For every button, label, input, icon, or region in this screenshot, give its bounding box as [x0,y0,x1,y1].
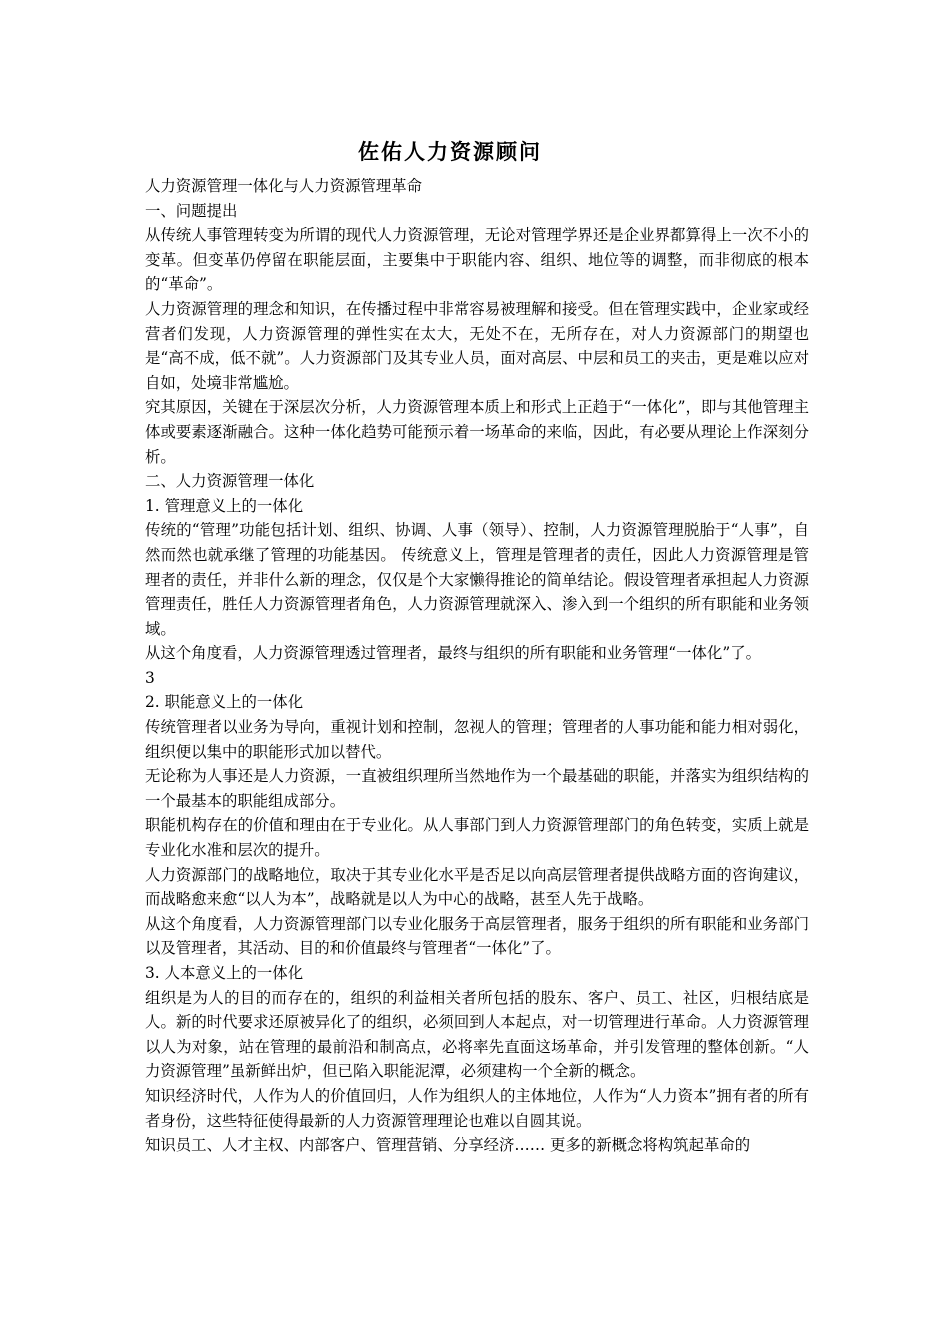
document-body [145,174,809,1158]
subsection-heading-3: 3. 人本意义上的一体化 [145,964,304,982]
body-paragraph: 从这个角度看，人力资源管理透过管理者，最终与组织的所有职能和业务管理“一体化”了。 [145,644,761,663]
body-paragraph: 究其原因，关键在于深层次分析，人力资源管理本质上和形式上正趋于“一体化”，即与其他管理主体或要素逐渐融合。这种一体化趋势可能预示着一场革命的来临，因此，有必要从理论上作深刻分析。 [145,398,809,466]
section-heading-2: 二、人力资源管理一体化 [145,472,315,491]
subsection-heading-1: 1. 管理意义上的一体化 [145,496,304,515]
body-paragraph: 传统的“管理”功能包括计划、组织、协调、人事（领导）、控制，人力资源管理脱胎于“人事”，自然而然也就承继了管理的功能基因。 传统意义上，管理是管理者的责任，因此人力资源管理是管理者的责任，并非什么新的理念，仅仅是个大家懒得推论的简单结论。假设管理者承担起人力资源管理责任，胜任人力资源管理者角色，人力资源管理就深入、渗入到一个组织的所有职能和业务领域。 [145,521,809,638]
subsection-heading-2: 2. 职能意义上的一体化 [145,693,304,712]
body-paragraph: 无论称为人事还是人力资源，一直被组织理所当然地作为一个最基础的职能，并落实为组织结构的一个最基本的职能组成部分。 [145,767,809,810]
body-paragraph: 从这个角度看，人力资源管理部门以专业化服务于高层管理者，服务于组织的所有职能和业务部门以及管理者，其活动、目的和价值最终与管理者“一体化”了。 [145,914,809,958]
body-paragraph: 人力资源管理的理念和知识，在传播过程中非常容易被理解和接受。但在管理实践中，企业家或经营者们发现，人力资源管理的弹性实在太大，无处不在，无所存在，对人力资源部门的期望也是“高不成，低不就”。人力资源部门及其专业人员，面对高层、中层和员工的夹击，更是难以应对自如，处境非常尴尬。 [145,299,809,392]
body-paragraph: 从传统人事管理转变为所谓的现代人力资源管理，无论对管理学界还是企业界都算得上一次不小的变革。但变革仍停留在职能层面，主要集中于职能内容、组织、地位等的调整，而非彻底的根本的“革命”。 [145,226,809,294]
stray-number: 3 [145,668,155,687]
document-title: 佐佑人力资源顾问 [358,140,542,164]
body-paragraph: 传统管理者以业务为导向，重视计划和控制，忽视人的管理；管理者的人事功能和能力相对弱化，组织便以集中的职能形式加以替代。 [145,718,809,761]
body-paragraph: 知识经济时代，人作为人的价值回归，人作为组织人的主体地位，人作为“人力资本”拥有者的所有者身份，这些特征使得最新的人力资源管理理论也难以自圆其说。 [145,1086,809,1130]
section-heading-1: 一、问题提出 [145,201,238,220]
body-paragraph: 知识员工、人才主权、内部客户、管理营销、分享经济…… 更多的新概念将构筑起革命的 [145,1136,751,1155]
body-paragraph: 职能机构存在的价值和理由在于专业化。从人事部门到人力资源管理部门的角色转变，实质上就是专业化水准和层次的提升。 [145,816,809,860]
body-paragraph: 组织是为人的目的而存在的，组织的利益相关者所包括的股东、客户、员工、社区，归根结底是人。新的时代要求还原被异化了的组织，必须回到人本起点，对一切管理进行革命。人力资源管理以人为对象，站在管理的最前沿和制高点，必将率先直面这场革命，并引发管理的整体创新。“人力资源管理”虽新鲜出炉，但已陷入职能泥潭，必须建构一个全新的概念。 [145,988,809,1081]
body-paragraph: 人力资源部门的战略地位，取决于其专业化水平是否足以向高层管理者提供战略方面的咨询建议，而战略愈来愈“以人为本”，战略就是以人为中心的战略，甚至人先于战略。 [145,865,809,909]
article-heading: 人力资源管理一体化与人力资源管理革命 [145,177,423,195]
